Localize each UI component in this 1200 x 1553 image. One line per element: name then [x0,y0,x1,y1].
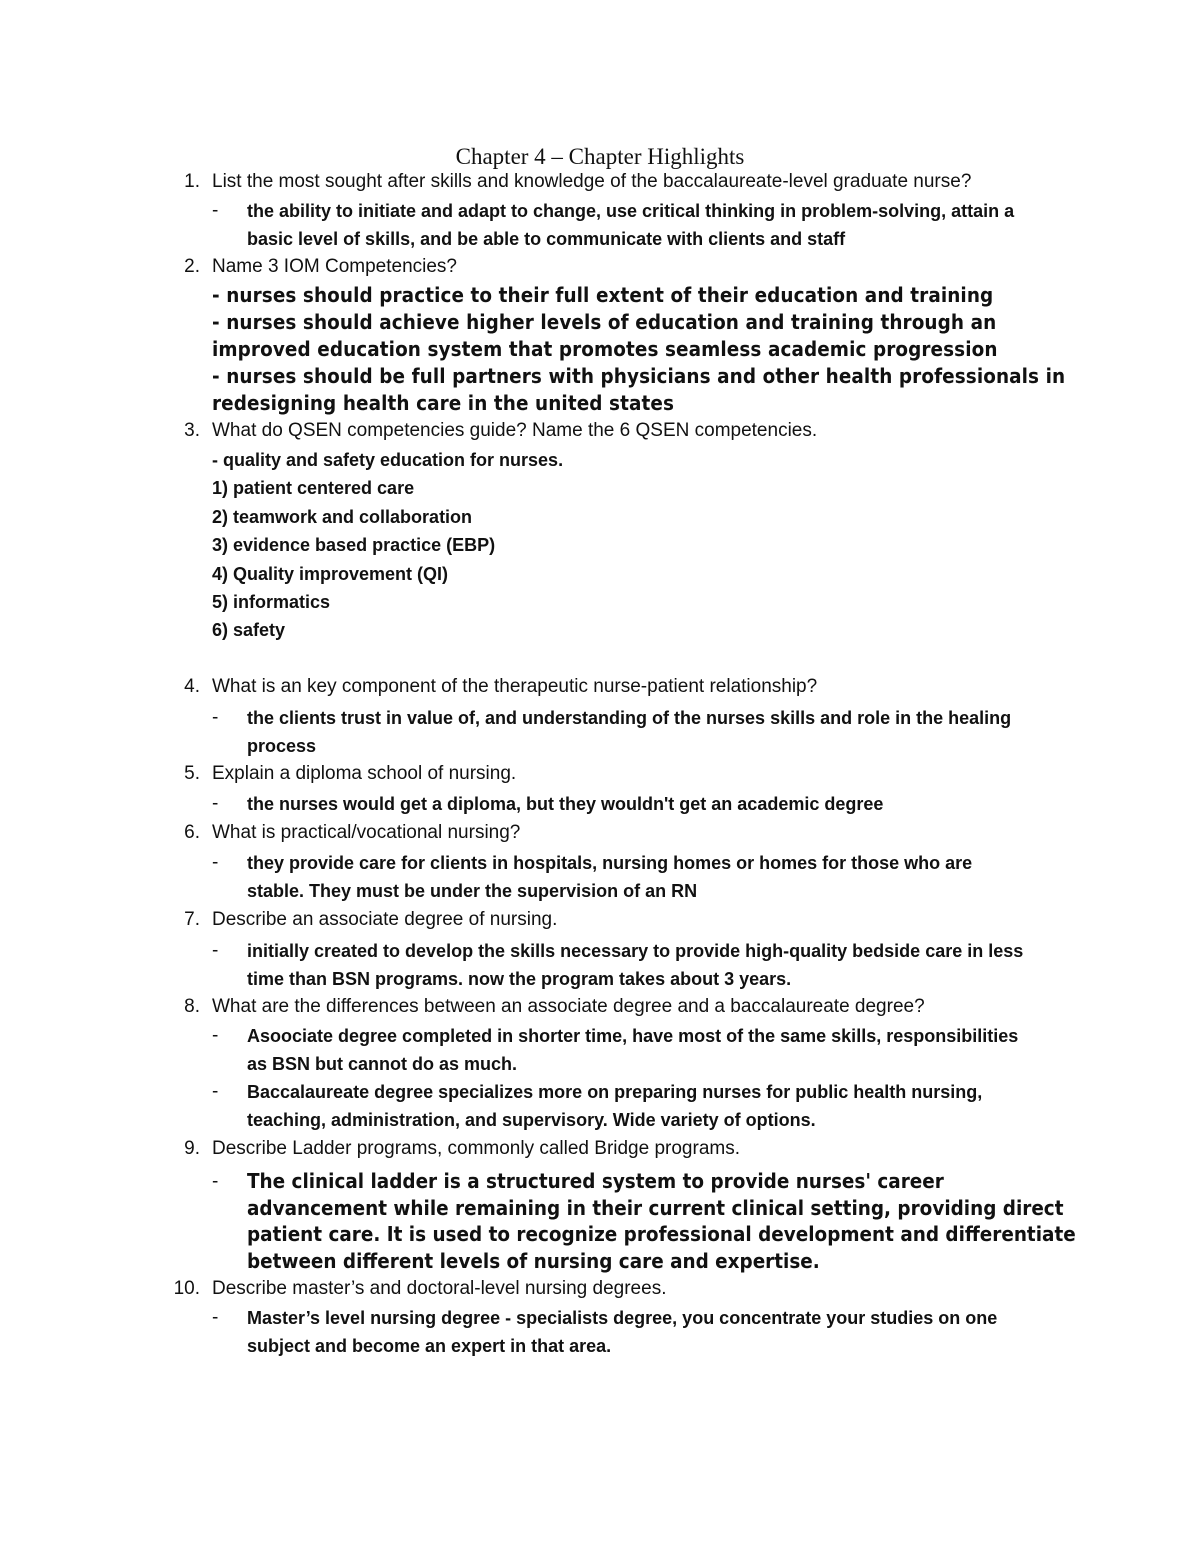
answer-line: the ability to initiate and adapt to change, use critical thinking in problem-solving, attain a [247,201,1015,221]
answer-line: 3) evidence based practice (EBP) [212,535,496,555]
answer-line: as BSN but cannot do as much. [247,1054,518,1074]
answer-line: improved education system that promotes seamless academic progression [212,337,998,361]
question-text: Describe an associate degree of nursing. [212,909,558,930]
answer-line: process [247,736,317,756]
question-number: 4. [184,676,200,697]
question-number: 7. [184,909,200,930]
answer-line: basic level of skills, and be able to communicate with clients and staff [247,229,846,249]
answer-line: - nurses should achieve higher levels of education and training through an [212,310,997,334]
answer-line: Master’s level nursing degree - specialists degree, you concentrate your studies on one [247,1308,998,1328]
question-number: 8. [184,996,200,1017]
answer-line: teaching, administration, and supervisory. Wide variety of options. [247,1110,816,1130]
answer-line: 2) teamwork and collaboration [212,507,473,527]
page-title: Chapter 4 – Chapter Highlights [455,144,745,169]
answer-line: redesigning health care in the united states [212,391,674,415]
question-text: Describe master’s and doctoral-level nursing degrees. [212,1278,667,1299]
question-text: What do QSEN competencies guide? Name the 6 QSEN competencies. [212,420,818,441]
question-number: 3. [184,420,200,441]
answer-bullet: - [212,1307,219,1328]
answer-line: stable. They must be under the supervision of an RN [247,881,698,901]
question-text: List the most sought after skills and knowledge of the baccalaureate-level graduate nurse? [212,171,972,192]
answer-bullet: - [212,852,219,873]
answer-line: time than BSN programs. now the program takes about 3 years. [247,969,792,989]
answer-line: - nurses should practice to their full extent of their education and training [212,283,994,307]
question-text: What is an key component of the therapeutic nurse-patient relationship? [212,676,818,697]
answer-line: they provide care for clients in hospitals, nursing homes or homes for those who are [247,853,973,873]
answer-line: 5) informatics [212,592,331,612]
question-number: 6. [184,822,200,843]
answer-line: initially created to develop the skills necessary to provide high-quality bedside care in less [247,941,1024,961]
answer-line: the nurses would get a diploma, but they wouldn't get an academic degree [247,794,884,814]
answer-bullet: - [212,793,219,814]
answer-line: - quality and safety education for nurses. [212,450,564,470]
question-number: 10. [173,1278,200,1299]
answer-line: 1) patient centered care [212,478,415,498]
question-text: Name 3 IOM Competencies? [212,256,457,277]
answer-line: The clinical ladder is a structured system to provide nurses' career [247,1169,944,1193]
answer-line: advancement while remaining in their current clinical setting, providing direct [247,1196,1064,1220]
question-number: 5. [184,763,200,784]
question-number: 1. [184,171,200,192]
question-text: What is practical/vocational nursing? [212,822,521,843]
answer-bullet: - [212,200,219,221]
answer-line: Baccalaureate degree specializes more on preparing nurses for public health nursing, [247,1082,983,1102]
answer-line: 4) Quality improvement (QI) [212,564,449,584]
answer-line: patient care. It is used to recognize professional development and differentiate [247,1222,1076,1246]
answer-line: 6) safety [212,620,286,640]
answer-line: subject and become an expert in that area. [247,1336,612,1356]
answer-line: - nurses should be full partners with physicians and other health professionals in [212,364,1066,388]
answer-line: between different levels of nursing care and expertise. [247,1249,820,1273]
answer-bullet: - [212,1081,219,1102]
answer-bullet: - [212,1025,219,1046]
question-text: Describe Ladder programs, commonly called Bridge programs. [212,1138,741,1159]
question-text: Explain a diploma school of nursing. [212,763,517,784]
answer-bullet: - [212,1171,219,1192]
question-number: 9. [184,1138,200,1159]
question-text: What are the differences between an associate degree and a baccalaureate degree? [212,996,925,1017]
answer-bullet: - [212,940,219,961]
answer-line: the clients trust in value of, and understanding of the nurses skills and role in the healing [247,708,1012,728]
answer-bullet: - [212,707,219,728]
answer-line: Asoociate degree completed in shorter time, have most of the same skills, responsibilities [247,1026,1019,1046]
question-number: 2. [184,256,200,277]
